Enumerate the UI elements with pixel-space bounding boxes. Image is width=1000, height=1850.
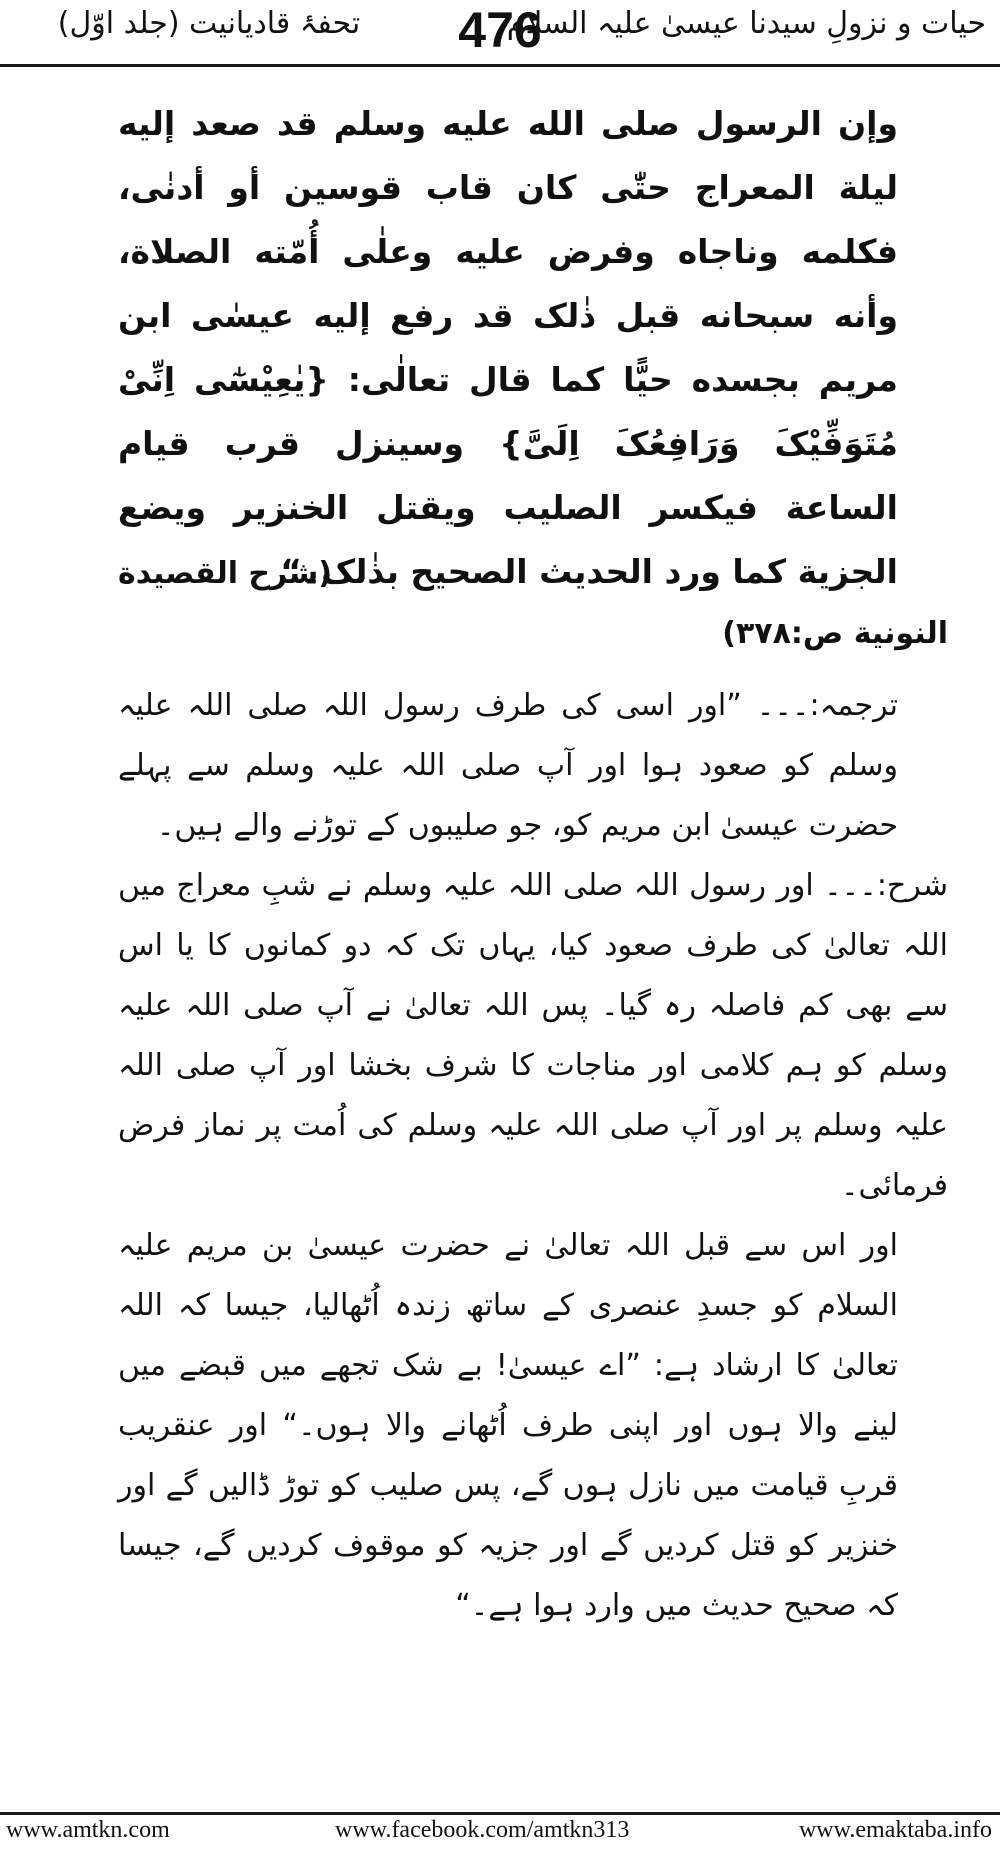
reference-part-b: النونیة ص:۳۷۸) [722, 616, 948, 651]
header-divider [0, 64, 1000, 67]
chapter-title: حیات و نزولِ سیدنا عیسیٰ علیہ السلام [506, 6, 986, 41]
footer-link-emaktaba[interactable]: www.emaktaba.info [798, 1817, 992, 1843]
footer-link-amtkn[interactable]: www.amtkn.com [6, 1817, 170, 1843]
sharh-paragraph-2: اور اس سے قبل اللہ تعالیٰ نے حضرت عیسیٰ بن مریم علیہ السلام کو جسدِ عنصری کے ساتھ زندہ اُٹھالیا، جیسا کہ اللہ تعالیٰ کا ارشاد ہے: ”اے عیسیٰ! بے شک تجھے میں قبضے میں لینے والا ہوں اور اپنی طرف اُٹھانے والا ہوں۔“ اور عنقریب قربِ قیامت میں نازل ہوں گے، پس صلیب کو توڑ ڈالیں گے اور خنزیر کو قتل کردیں گے اور جزیہ کو موقوف کردیں گے، جیسا کہ صحیح حدیث میں وارد ہوا ہے۔“ [118, 1228, 898, 1623]
page-number: 476 [458, 2, 542, 58]
urdu-translation [118, 676, 948, 1636]
arabic-quote-text: وإن الرسول صلی الله علیه وسلم قد صعد إلیه لیلة المعراج حتّٰی کان قاب قوسین أو أدنٰی، فکلمه وناجاه وفرض علیه وعلٰی أُمّته الصلاة، وأنه سبحانه قبل ذٰلک قد رفع إلیه عیسٰی ابن مریم بجسده حیًّا کما قال تعالٰی: {یٰعِیْسٰٓی اِنِّیْ مُتَوَفِّیْکَ وَرَافِعُکَ اِلَیَّ} وسینزل قرب قیام الساعة فیکسر الصلیب ویقتل الخنزیر ویضع الجزیة کما ورد الحدیث الصحیح بذٰلک۔“ [118, 104, 898, 591]
reference-part-a: (شرح القصیدة [118, 556, 332, 591]
arabic-quote [118, 92, 948, 604]
volume-title: تحفۂ قادیانیت (جلد اوّل) [57, 6, 361, 41]
footer-link-facebook[interactable]: www.facebook.com/amtkn313 [335, 1817, 630, 1843]
page-footer [0, 1815, 1000, 1850]
page-header [0, 0, 1000, 64]
translation-paragraph: ترجمہ:۔۔۔ ”اور اسی کی طرف رسول اللہ صلی اللہ علیہ وسلم کو صعود ہوا اور آپ صلی اللہ علیہ وسلم سے پہلے حضرت عیسیٰ ابن مریم کو، جو صلیبوں کے توڑنے والے ہیں۔ [118, 688, 898, 843]
sharh-paragraph-1: شرح:۔۔۔ اور رسول اللہ صلی اللہ علیہ وسلم نے شبِ معراج میں اللہ تعالیٰ کی طرف صعود کیا، یہاں تک کہ دو کمانوں کا یا اس سے بھی کم فاصلہ رہ گیا۔ پس اللہ تعالیٰ نے آپ صلی اللہ علیہ وسلم کو ہم کلامی اور مناجات کا شرف بخشا اور آپ صلی اللہ علیہ وسلم پر اور آپ صلی اللہ علیہ وسلم کی اُمت پر نماز فرض فرمائی۔ [118, 868, 948, 1203]
